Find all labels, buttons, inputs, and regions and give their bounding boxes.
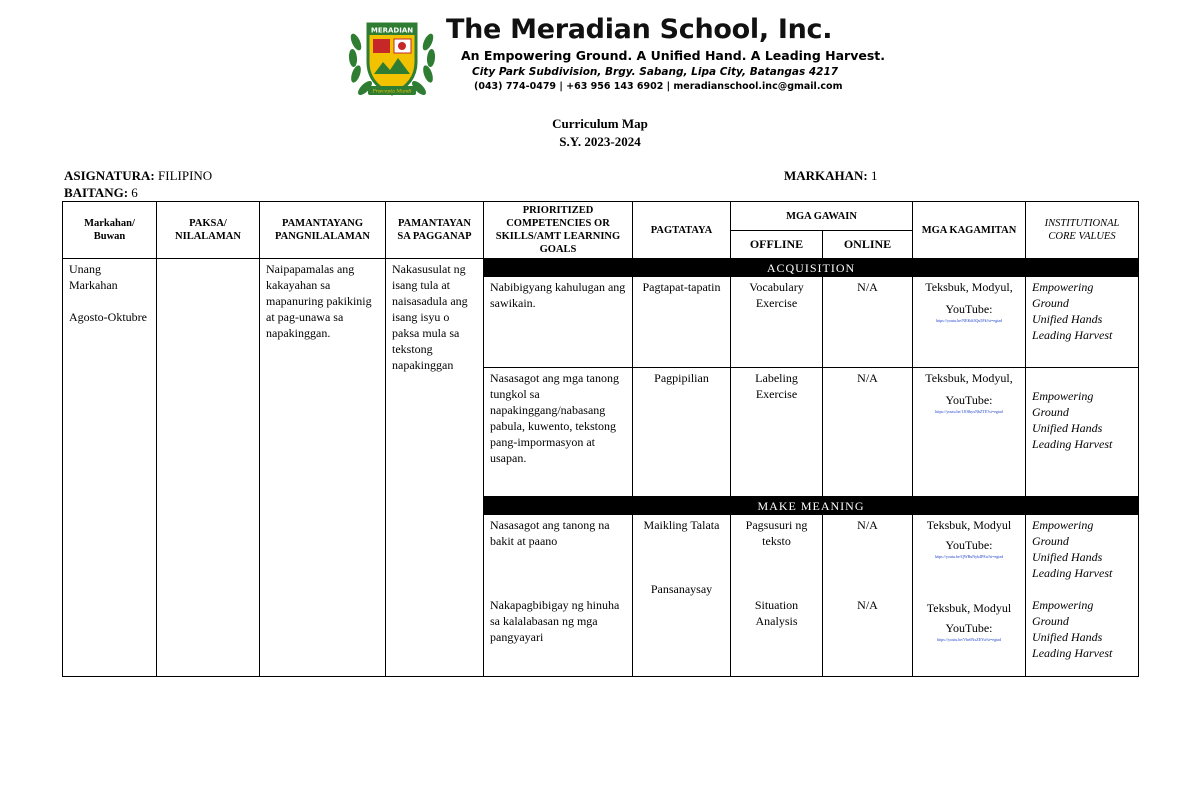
youtube-label: YouTube: <box>945 302 993 316</box>
pamantayang-pangnilalaman-cell: Naipapamalas ang kakayahan sa mapanuring pakikinig at pag-unawa sa napakinggan. <box>260 259 386 677</box>
value-unified: Unified Hands <box>1032 421 1103 435</box>
school-year: S.Y. 2023-2024 <box>559 134 641 149</box>
core-values-cell <box>1026 515 1139 677</box>
school-name: The Meradian School, Inc. <box>446 14 833 45</box>
header-core-values: INSTITUTIONAL CORE VALUES <box>1026 202 1139 259</box>
kagamitan-cell <box>913 368 1026 497</box>
online-4: N/A <box>857 598 878 612</box>
value-empowering: Empowering Ground <box>1032 598 1094 628</box>
value-leading: Leading Harvest <box>1032 437 1113 451</box>
value-leading: Leading Harvest <box>1032 566 1113 580</box>
markahan-value: 1 <box>871 168 878 183</box>
header-mga-gawain: MGA GAWAIN <box>731 202 913 231</box>
curriculum-map-table <box>62 201 1139 677</box>
value-unified: Unified Hands <box>1032 312 1103 326</box>
band-row-acquisition <box>63 259 1139 277</box>
school-motto: An Empowering Ground. A Unified Hand. A Leading Harvest. <box>461 48 885 63</box>
offline-cell: Vocabulary Exercise <box>731 277 823 368</box>
svg-text:Præcepta Mundi: Præcepta Mundi <box>372 89 412 95</box>
pagtataya-3: Maikling Talata <box>643 518 720 532</box>
online-cell: N/A <box>823 368 913 497</box>
kagamitan-4: Teksbuk, Modyul <box>926 601 1012 615</box>
baitang-line <box>64 185 138 201</box>
school-address: City Park Subdivision, Brgy. Sabang, Lipa City, Batangas 4217 <box>472 66 839 78</box>
header-pagtataya: PAGTATAYA <box>633 202 731 259</box>
youtube-link[interactable]: https://youtu.be/QWBuNyk4PEu?si=egtad <box>934 554 1004 559</box>
markahan-quarter: Unang Markahan <box>69 262 118 292</box>
baitang-label: BAITANG: <box>64 185 129 200</box>
value-empowering: Empowering Ground <box>1032 518 1094 548</box>
offline-3: Pagsusuri ng teksto <box>745 518 808 548</box>
header-pamantayan-sa-pagganap: PAMANTAYAN SA PAGGANAP <box>386 202 484 259</box>
pagtataya-cell: Pagtapat-tapatin <box>633 277 731 368</box>
offline-cell <box>731 515 823 677</box>
youtube-link[interactable]: https://youtu.be/NEKdi3Qu5Fk?si=egtad <box>936 318 1002 323</box>
value-empowering: Empowering Ground <box>1032 280 1094 310</box>
header-mga-kagamitan: MGA KAGAMITAN <box>913 202 1026 259</box>
asignatura-label: ASIGNATURA: <box>64 168 155 183</box>
asignatura-value: FILIPINO <box>158 168 213 183</box>
competency-4: Nakapagbibigay ng hinuha sa kalalabasan ng mga pangyayari <box>490 598 620 644</box>
youtube-label: YouTube: <box>945 621 993 635</box>
online-cell: N/A <box>823 277 913 368</box>
online-cell <box>823 515 913 677</box>
header-paksa: PAKSA/ NILALAMAN <box>157 202 260 259</box>
competency-cell <box>484 515 633 677</box>
offline-cell: Labeling Exercise <box>731 368 823 497</box>
competency-cell: Nasasagot ang mga tanong tungkol sa napakinggang/nabasang pabula, kuwento, tekstong pang-impormasyon at usapan. <box>484 368 633 497</box>
youtube-link[interactable]: https://youtu.be/Vhr6NxZEYu?si=egtad <box>937 637 1001 642</box>
paksa-cell <box>157 259 260 677</box>
competency-3: Nasasagot ang tanong na bakit at paano <box>490 518 610 548</box>
kagamitan-cell <box>913 515 1026 677</box>
svg-text:MERADIAN: MERADIAN <box>370 26 414 35</box>
youtube-label: YouTube: <box>945 393 993 407</box>
pagtataya-4: Pansanaysay <box>650 582 713 596</box>
pagtataya-cell <box>633 515 731 677</box>
value-empowering: Empowering Ground <box>1032 389 1094 419</box>
value-leading: Leading Harvest <box>1032 646 1113 660</box>
markahan-months: Agosto-Oktubre <box>69 310 147 324</box>
markahan-label: MARKAHAN: <box>784 168 868 183</box>
pamantayan-sa-pagganap-cell: Nakasusulat ng isang tula at naisasadula ang isang isyu o paksa mula sa tekstong napakinggan <box>386 259 484 677</box>
youtube-label: YouTube: <box>945 538 993 552</box>
core-values-cell <box>1026 368 1139 497</box>
value-unified: Unified Hands <box>1032 550 1103 564</box>
kagamitan-text: Teksbuk, Modyul, <box>925 280 1013 294</box>
band-acquisition: ACQUISITION <box>484 259 1139 277</box>
competency-cell: Nabibigyang kahulugan ang sawikain. <box>484 277 633 368</box>
youtube-link[interactable]: https://youtu.be/1JOfbyxNbZTE?si=egtad <box>935 409 1003 414</box>
value-leading: Leading Harvest <box>1032 328 1113 342</box>
header-competencies: PRIORITIZED COMPETENCIES OR SKILLS/AMT LEARNING GOALS <box>484 202 633 259</box>
school-contact: (043) 774-0479 | +63 956 143 6902 | meradianschool.inc@gmail.com <box>474 81 843 92</box>
header-online: ONLINE <box>823 231 913 259</box>
offline-4: Situation Analysis <box>754 598 799 628</box>
kagamitan-cell <box>913 277 1026 368</box>
value-unified: Unified Hands <box>1032 630 1103 644</box>
document-title: Curriculum Map <box>552 116 648 131</box>
core-values-cell <box>1026 277 1139 368</box>
header-markahan: Markahan/ Buwan <box>63 202 157 259</box>
baitang-value: 6 <box>131 185 138 200</box>
header-pamantayang-pangnilalaman: PAMANTAYANG PANGNILALAMAN <box>260 202 386 259</box>
pagtataya-cell: Pagpipilian <box>633 368 731 497</box>
school-logo <box>346 12 438 104</box>
asignatura-line <box>64 168 212 184</box>
band-make-meaning: MAKE MEANING <box>484 497 1139 515</box>
header-offline: OFFLINE <box>731 231 823 259</box>
kagamitan-text: Teksbuk, Modyul, <box>925 371 1013 385</box>
kagamitan-3: Teksbuk, Modyul <box>926 518 1012 532</box>
markahan-line <box>784 168 878 184</box>
online-3: N/A <box>857 518 878 532</box>
markahan-cell <box>63 259 157 677</box>
